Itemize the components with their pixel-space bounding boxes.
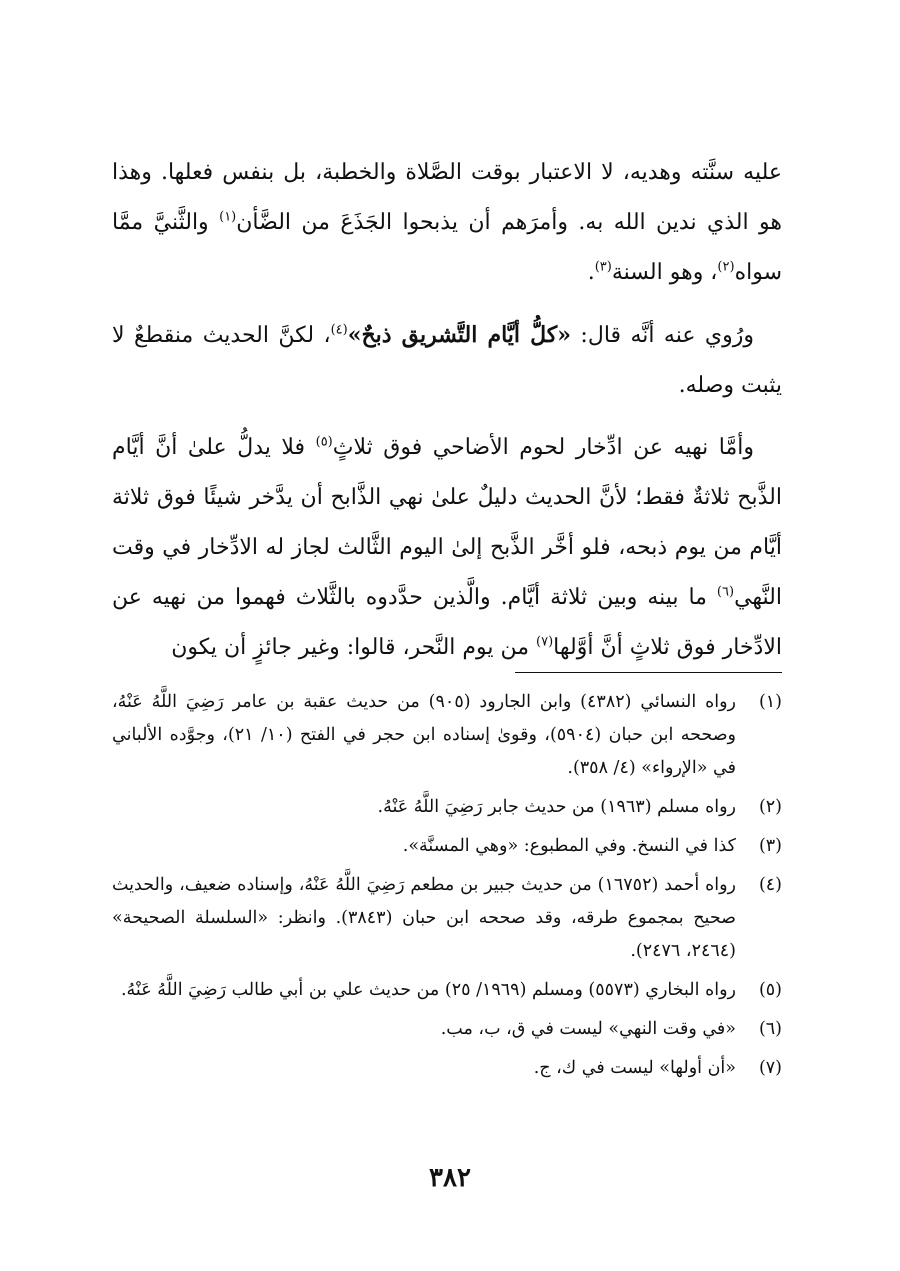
footnote-6	[112, 1013, 782, 1046]
footnote-text: رواه مسلم (١٩٦٣) من حديث جابر رَضِيَ اللَّهُ عَنْهُ.	[377, 797, 736, 817]
footnote-7	[112, 1052, 782, 1085]
footnote-ref-7[interactable]: (٧)	[536, 634, 554, 650]
footnote-number: (٦)	[758, 1019, 782, 1039]
footnote-text: رواه البخاري (٥٥٧٣) ومسلم (١٩٦٩/ ٢٥) من حديث علي بن أبي طالب رَضِيَ اللَّهُ عَنْهُ.	[120, 980, 736, 1000]
footnote-2	[112, 791, 782, 824]
footnote-separator	[515, 672, 782, 673]
footnote-4	[112, 869, 782, 968]
footnote-ref-5[interactable]: (٥)	[315, 434, 333, 450]
footnote-ref-2[interactable]: (٢)	[717, 259, 735, 275]
footnote-number: (٥)	[758, 980, 782, 1000]
footnote-3	[112, 830, 782, 863]
footnote-number: (٢)	[758, 797, 782, 817]
footnote-number: (١)	[758, 692, 782, 712]
footnote-text: رواه أحمد (١٦٧٥٢) من حديث جبير بن مطعم رَضِيَ اللَّهُ عَنْهُ، وإسناده ضعيف، والحديث صحيح بمجموع طرقه، وقد صححه ابن حبان (٣٨٤٣). وانظر: «السلسلة الصحيحة» (٢٤٦٤، ٢٤٧٦).	[112, 875, 736, 961]
footnote-5	[112, 974, 782, 1007]
footnote-text: رواه النسائي (٤٣٨٢) وابن الجارود (٩٠٥) من حديث عقبة بن عامر رَضِيَ اللَّهُ عَنْهُ، وصححه ابن حبان (٥٩٠٤)، وقوىٰ إسناده ابن حجر في الفتح (١٠/ ٢١)، وجوَّده الألباني في «الإرواء» (٤/ ٣٥٨).	[112, 692, 737, 778]
footnote-ref-6[interactable]: (٦)	[716, 584, 735, 600]
footnote-text: «أن أولها» ليست في ك، ج.	[533, 1058, 736, 1078]
paragraph-1: عليه سنَّته وهديه، لا الاعتبار بوقت الصَّلاة والخطبة، بل بنفس فعلها. وهذا هو الذي ندين الله به. وأمرَهم أن يذبحوا الجَذَعَ من الضَّأن$^{(١)}$ والثَّنيَّ ممَّا سواه$^{(٢)}$، وهو السنة$^{(٣)}$.	[112, 160, 782, 285]
footnote-ref-1[interactable]: (١)	[219, 209, 237, 225]
footnote-text: «في وقت النهي» ليست في ق، ب، مب.	[440, 1019, 736, 1039]
hadith-quote: «كلُّ أيَّام التَّشريق ذبحٌ»	[347, 322, 571, 348]
footnotes	[112, 686, 782, 1091]
paragraph-3: وأمَّا نهيه عن ادِّخار لحوم الأضاحي فوق ثلاثٍ$^{(٥)}$ فلا يدلُّ علىٰ أنَّ أيَّام الذَّبح ثلاثةٌ فقط؛ لأنَّ الحديث دليلٌ علىٰ نهي الذَّابح أن يدَّخر شيئًا فوق ثلاثة أيَّام من يوم ذبحه، فلو أخَّر الذَّبح إلىٰ اليوم الثَّالث لجاز له الادِّخار في وقت النَّهي$^{(٦)}$ ما بينه وبين ثلاثة أيَّام. والَّذين حدَّدوه بالثَّلاث فهموا من نهيه عن الادِّخار فوق ثلاثٍ أنَّ أوَّلها$^{(٧)}$ من يوم النَّحر، قالوا: وغير جائزٍ أن يكون	[112, 434, 782, 660]
footnote-number: (٤)	[758, 875, 782, 895]
footnote-number: (٣)	[758, 836, 782, 856]
footnote-1	[112, 686, 782, 785]
footnote-ref-4[interactable]: (٤)	[330, 322, 348, 338]
footnote-number: (٧)	[758, 1058, 782, 1078]
page-number: ٣٨٢	[429, 1163, 471, 1193]
footnote-text: كذا في النسخ. وفي المطبوع: «وهي المسنَّة».	[402, 836, 736, 856]
main-text	[112, 148, 782, 685]
paragraph-2: ورُوي عنه أنَّه قال: «كلُّ أيَّام التَّشريق ذبحٌ»$^{(٤)}$، لكنَّ الحديث منقطعٌ لا يثبت وصله.	[112, 322, 782, 398]
footnote-ref-3[interactable]: (٣)	[594, 259, 612, 275]
